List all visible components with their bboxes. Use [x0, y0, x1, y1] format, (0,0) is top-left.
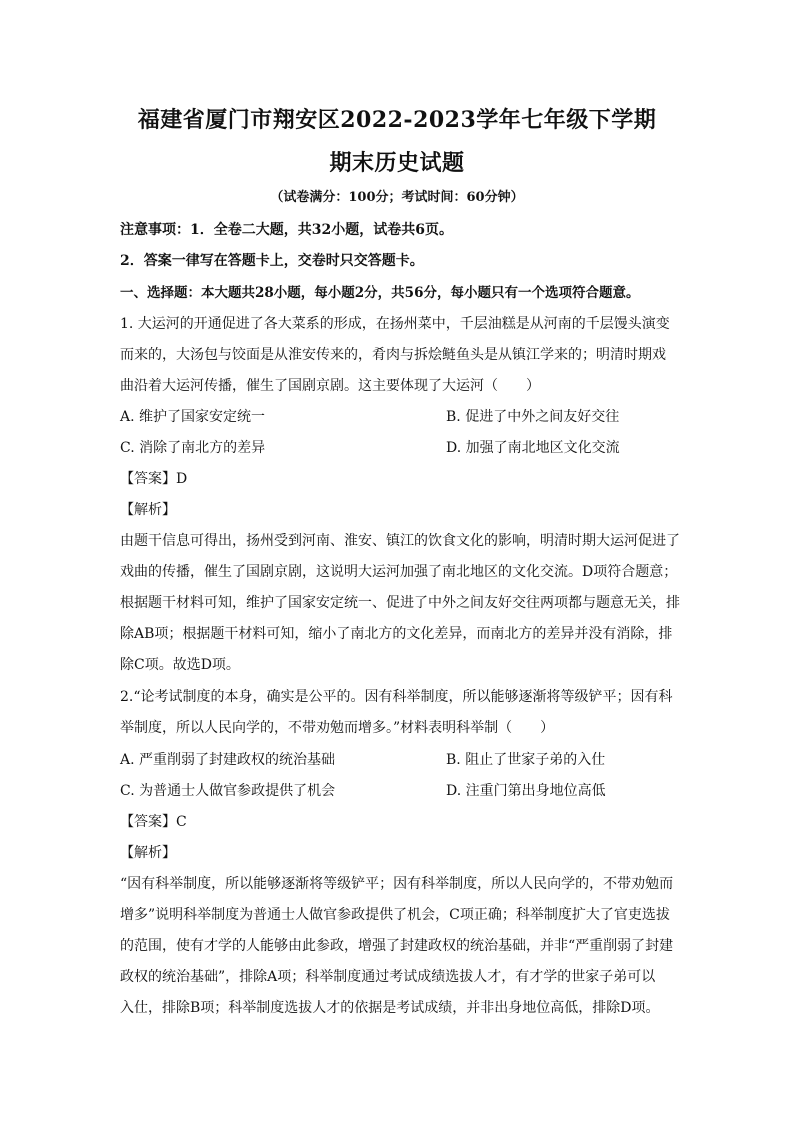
- q1-option-b: B. 促进了中外之间友好交往: [446, 409, 620, 425]
- q1-stem-line-2: 而来的，大汤包与饺面是从淮安传来的，肴肉与拆烩鲢鱼头是从镇江学来的；明清时期戏: [120, 347, 666, 363]
- q2-stem-line-1: 2.“论考试制度的本身，确实是公平的。因有科举制度，所以能够逐渐将等级铲平；因有科: [120, 689, 673, 705]
- q2-stem-line-2: 举制度，所以人民向学的，不带劝勉而增多。”材料表明科举制（ ）: [120, 720, 555, 736]
- q1-answer: 【答案】D: [120, 471, 188, 487]
- q2-answer: 【答案】C: [120, 814, 187, 830]
- q1-option-d: D. 加强了南北地区文化交流: [446, 440, 620, 456]
- section-heading: 一、选择题：本大题共28小题，每小题2分，共56分，每小题只有一个选项符合题意。: [120, 285, 640, 301]
- q1-analysis-line-5: 除C项。故选D项。: [120, 657, 240, 673]
- page-title: 福建省厦门市翔安区2022-2023学年七年级下学期: [137, 107, 657, 133]
- exam-info: （试卷满分：100分；考试时间：60分钟）: [270, 190, 524, 205]
- q2-analysis-line-4: 政权的统治基础”，排除A项；科举制度通过考试成绩选拔人才，有才学的世家子弟可以: [120, 969, 656, 985]
- q2-analysis-line-5: 入仕，排除B项；科举制度选拔人才的依据是考试成绩，并非出身地位高低，排除D项。: [120, 1000, 660, 1016]
- page-subtitle: 期末历史试题: [329, 150, 465, 176]
- q1-analysis-label: 【解析】: [120, 502, 176, 518]
- notice-line-2: 2．答案一律写在答题卡上，交卷时只交答题卡。: [120, 253, 424, 269]
- q2-option-c: C. 为普通士人做官参政提供了机会: [120, 783, 336, 799]
- q1-analysis-line-1: 由题干信息可得出，扬州受到河南、淮安、镇江的饮食文化的影响，明清时期大运河促进了: [120, 533, 680, 549]
- q2-analysis-line-2: 增多”说明科举制度为普通士人做官参政提供了机会，C项正确；科举制度扩大了官吏选拔: [120, 907, 670, 923]
- q2-option-d: D. 注重门第出身地位高低: [446, 783, 606, 799]
- q1-option-a: A. 维护了国家安定统一: [120, 409, 266, 425]
- q1-stem-line-1: 1. 大运河的开通促进了各大菜系的形成，在扬州菜中，千层油糕是从河南的千层馒头演变: [120, 316, 670, 332]
- q2-analysis-line-3: 的范围，使有才学的人能够由此参政，增强了封建政权的统治基础，并非“严重削弱了封建: [120, 938, 674, 954]
- q1-analysis-line-2: 戏曲的传播，催生了国剧京剧，这说明大运河加强了南北地区的文化交流。D项符合题意；: [120, 564, 678, 580]
- q2-option-a: A. 严重削弱了封建政权的统治基础: [120, 752, 336, 768]
- q1-stem-line-3: 曲沿着大运河传播，催生了国剧京剧。这主要体现了大运河（ ）: [120, 378, 540, 394]
- q1-analysis-line-3: 根据题干材料可知，维护了国家安定统一、促进了中外之间友好交往两项都与题意无关，排: [120, 595, 680, 611]
- q2-analysis-line-1: “因有科举制度，所以能够逐渐将等级铲平；因有科举制度，所以人民向学的，不带劝勉而: [120, 876, 674, 892]
- q1-analysis-line-4: 除AB项；根据题干材料可知，缩小了南北方的文化差异，而南北方的差异并没有消除，排: [120, 626, 673, 642]
- q1-option-c: C. 消除了南北方的差异: [120, 440, 266, 456]
- notice-line-1: 注意事项：1．全卷二大题，共32小题，试卷共6页。: [120, 222, 453, 238]
- q2-analysis-label: 【解析】: [120, 845, 176, 861]
- q2-option-b: B. 阻止了世家子弟的入仕: [446, 752, 606, 768]
